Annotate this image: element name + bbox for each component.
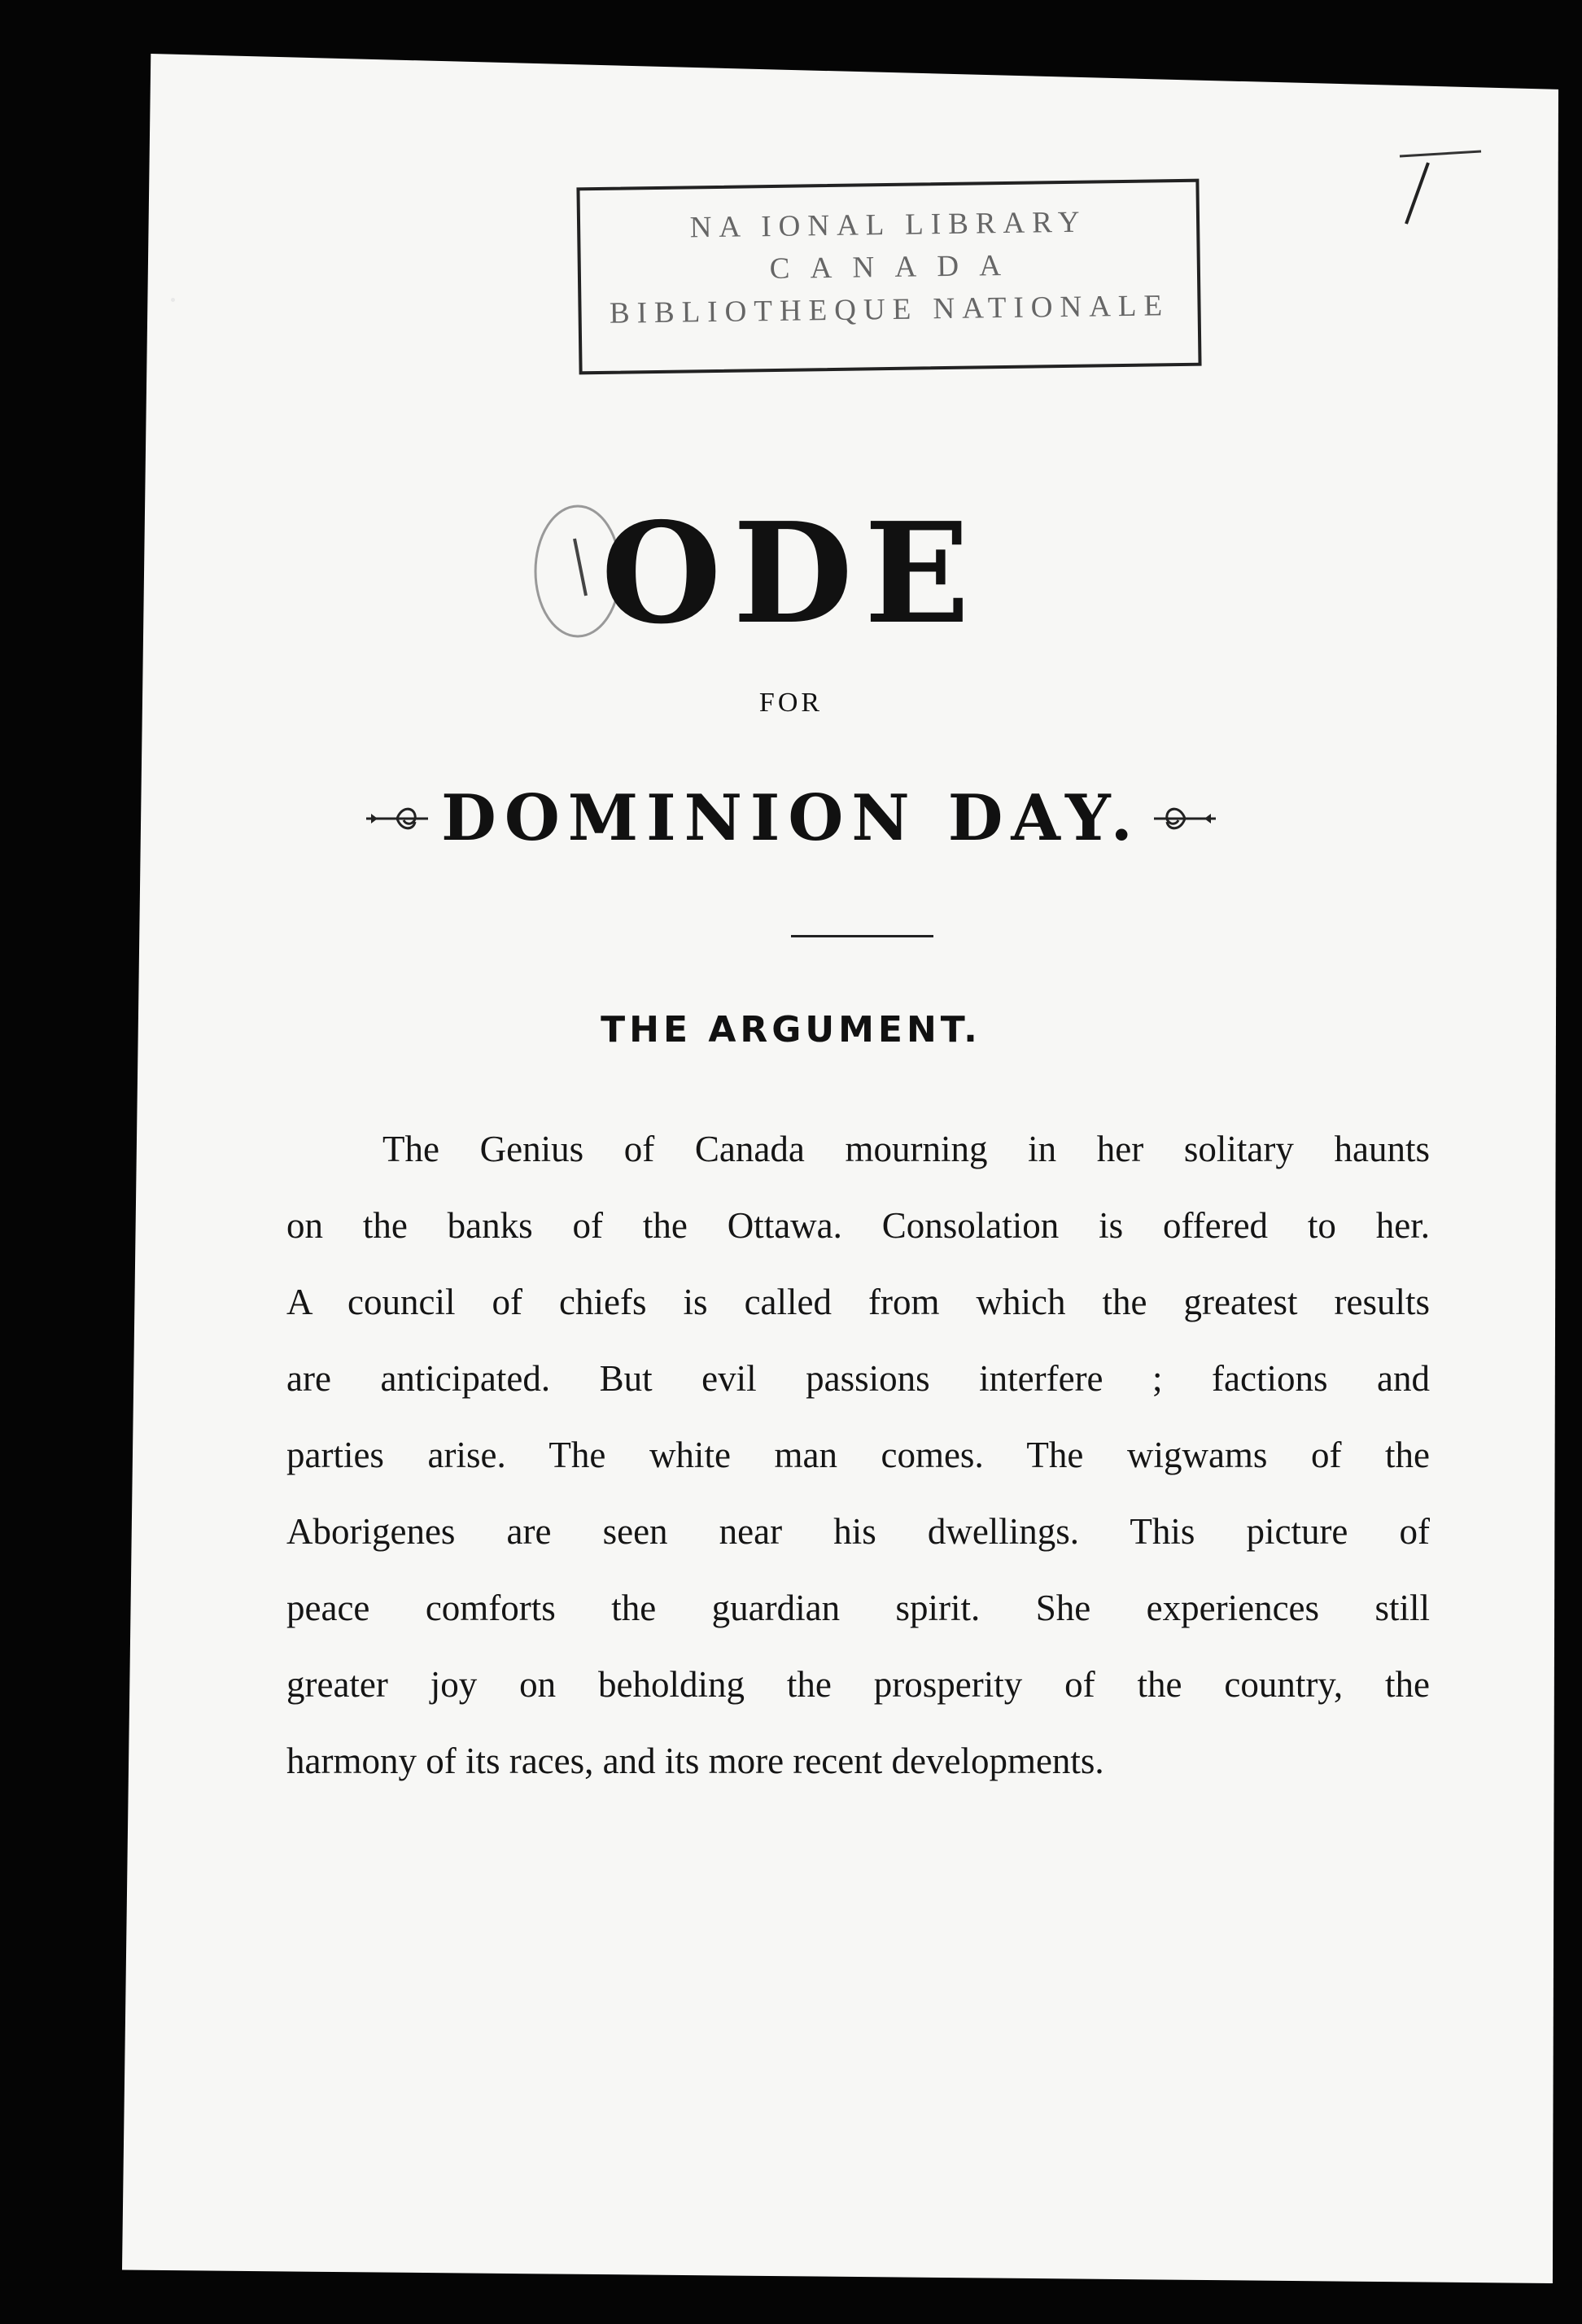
stamp-line-3: BIBLIOTHEQUE NATIONALE <box>609 289 1170 330</box>
handwritten-mark <box>1383 146 1489 236</box>
stamp-line-2: C A N A D A <box>769 248 1009 286</box>
title: ODE <box>601 492 981 655</box>
argument-line: The Genius of Canada mourning in her solitary haunts <box>382 1129 1430 1169</box>
dominion-day-heading: DOMINION DAY. <box>441 781 1141 855</box>
library-stamp <box>576 179 1201 375</box>
subtitle-for: FOR <box>758 688 824 718</box>
dominion-day-heading-row <box>0 781 1582 854</box>
argument-line: A council of chiefs is called from which the greatest results <box>286 1282 1430 1322</box>
argument-paragraph <box>286 1111 1430 1799</box>
argument-line: are anticipated. But evil passions interfere ; factions and <box>286 1358 1430 1399</box>
argument-heading: THE ARGUMENT. <box>601 1009 981 1051</box>
divider-rule <box>791 935 933 937</box>
argument-line: greater joy on beholding the prosperity of the country, the <box>286 1664 1430 1705</box>
argument-line: harmony of its races, and its more recent developments. <box>286 1741 1104 1781</box>
argument-line: Aborigenes are seen near his dwellings. This picture of <box>286 1511 1430 1552</box>
argument-line: on the banks of the Ottawa. Consolation is offered to her. <box>286 1205 1430 1246</box>
argument-line: parties arise. The white man comes. The wigwams of the <box>286 1435 1430 1475</box>
stamp-line-1: NA IONAL LIBRARY <box>689 205 1087 245</box>
argument-line: peace comforts the guardian spirit. She experiences still <box>286 1588 1430 1628</box>
left-ornament-icon <box>365 802 430 835</box>
right-ornament-icon <box>1152 802 1217 835</box>
